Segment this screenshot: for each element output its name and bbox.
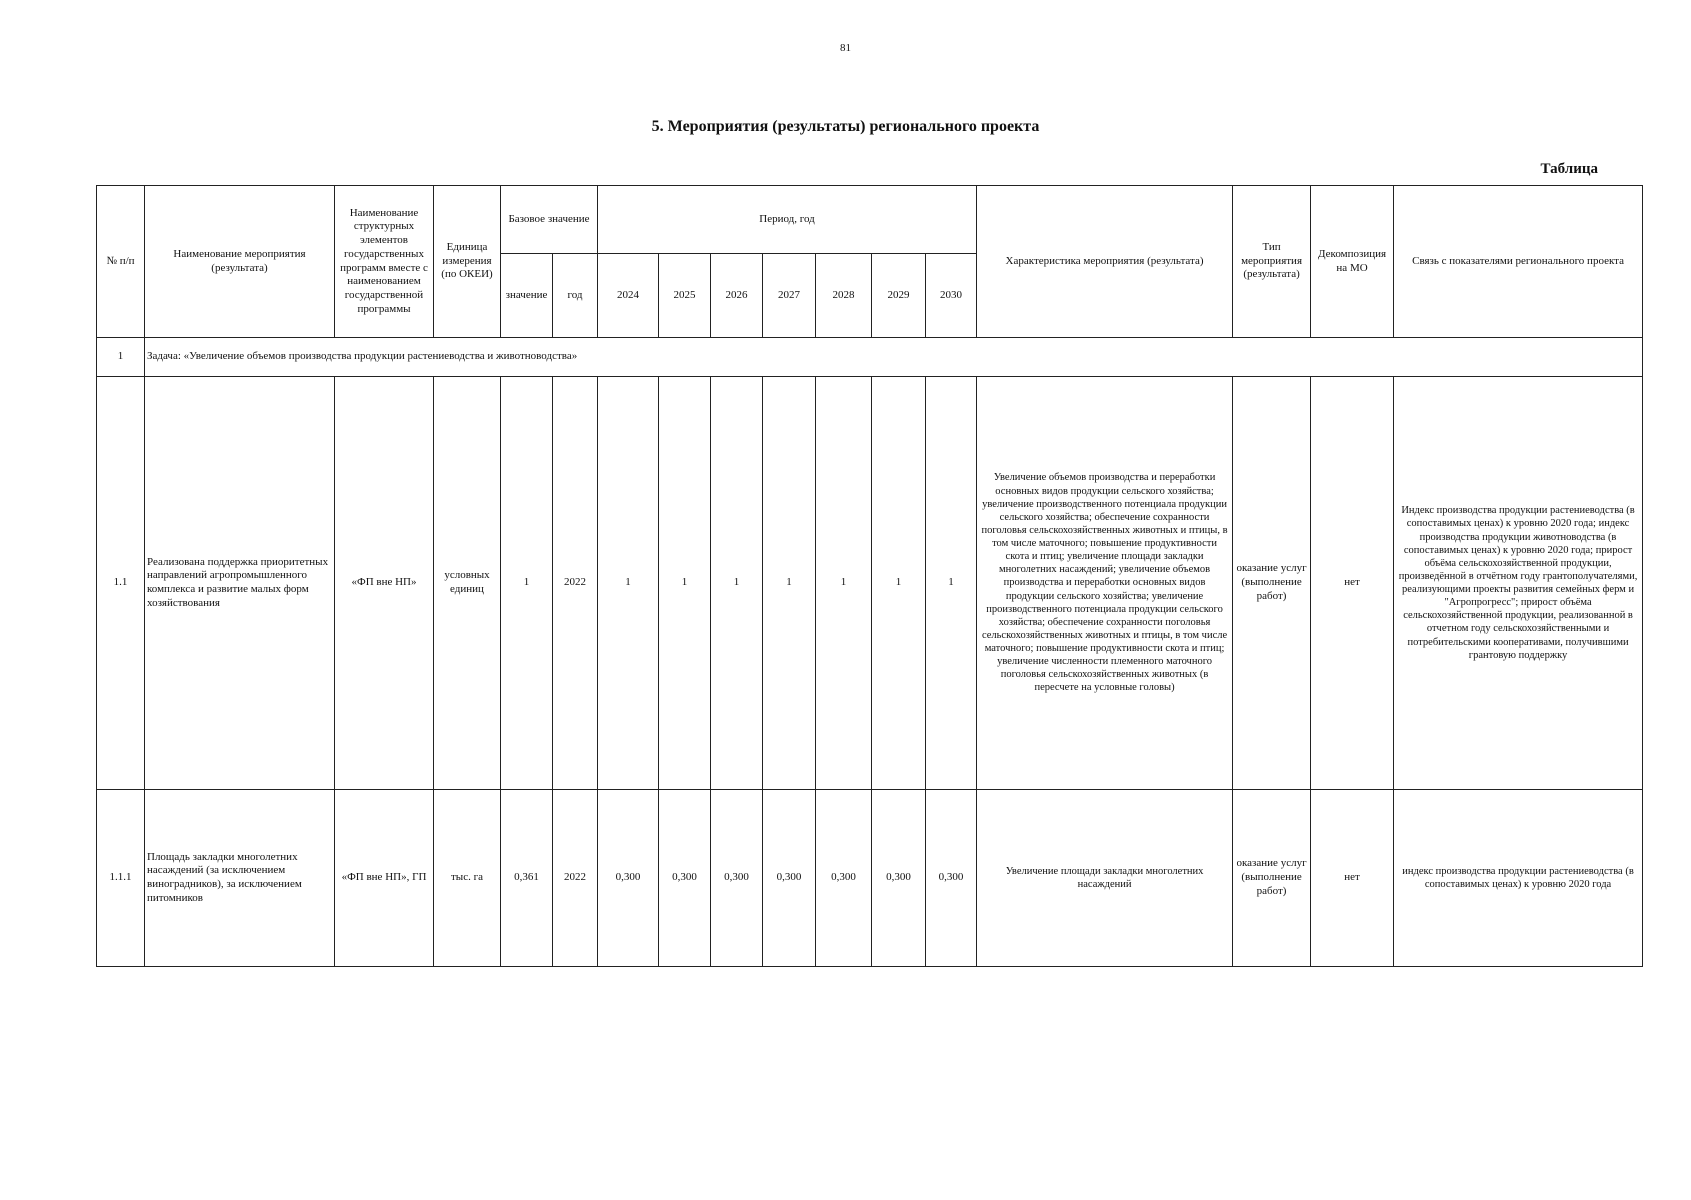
task-row xyxy=(97,338,1643,377)
row-base-value: 0,361 xyxy=(501,790,553,967)
row-name: Реализована поддержка приоритетных направлений агропромышленного комплекса и развитие малых форм хозяйствования xyxy=(145,377,335,790)
row-value-2026: 0,300 xyxy=(711,790,763,967)
header-year-2025: 2025 xyxy=(659,254,711,338)
row-value-2030: 1 xyxy=(926,377,977,790)
row-value-2028: 1 xyxy=(816,377,872,790)
row-base-value: 1 xyxy=(501,377,553,790)
row-value-2027: 1 xyxy=(763,377,816,790)
header-year-2024: 2024 xyxy=(598,254,659,338)
row-structural: «ФП вне НП», ГП xyxy=(335,790,434,967)
row-value-2025: 1 xyxy=(659,377,711,790)
results-table xyxy=(96,185,1643,967)
row-decomposition: нет xyxy=(1311,377,1394,790)
row-base-year: 2022 xyxy=(553,377,598,790)
row-value-2029: 0,300 xyxy=(872,790,926,967)
header-year-2030: 2030 xyxy=(926,254,977,338)
header-year-2027: 2027 xyxy=(763,254,816,338)
row-type: оказание услуг (выполнение работ) xyxy=(1233,790,1311,967)
header-link: Связь с показателями регионального проекта xyxy=(1394,186,1643,338)
row-value-2025: 0,300 xyxy=(659,790,711,967)
task-num: 1 xyxy=(97,338,145,377)
row-unit: тыс. га xyxy=(434,790,501,967)
row-value-2024: 1 xyxy=(598,377,659,790)
header-unit: Единица измерения (по ОКЕИ) xyxy=(434,186,501,338)
row-base-year: 2022 xyxy=(553,790,598,967)
header-base: Базовое значение xyxy=(501,186,598,254)
row-decomposition: нет xyxy=(1311,790,1394,967)
task-text: Задача: «Увеличение объемов производства продукции растениеводства и животноводства» xyxy=(145,338,1643,377)
header-name: Наименование мероприятия (результата) xyxy=(145,186,335,338)
row-characteristic: Увеличение площади закладки многолетних насаждений xyxy=(977,790,1233,967)
row-link: Индекс производства продукции растениеводства (в сопоставимых ценах) к уровню 2020 года; индекс производства продукции животноводства (в сопоставимых ценах) к уровню 2020 года; прирост объёма сельскохозяйственной продукции, произведённой в отчётном году грантополучателями, реализующими проекты развития семейных ферм и "Агропрогресс"; прирост объёма сельскохозяйственной продукции, реализованной в отчетном году сельскохозяйственными и потребительскими кооперативами, получившими грантовую поддержку xyxy=(1394,377,1643,790)
row-num: 1.1 xyxy=(97,377,145,790)
row-name: Площадь закладки многолетних насаждений (за исключением виноградников), за исключением питомников xyxy=(145,790,335,967)
row-structural: «ФП вне НП» xyxy=(335,377,434,790)
table-row xyxy=(97,377,1643,790)
header-base-year: год xyxy=(553,254,598,338)
row-type: оказание услуг (выполнение работ) xyxy=(1233,377,1311,790)
header-num: № п/п xyxy=(97,186,145,338)
table-label: Таблица xyxy=(1540,161,1598,177)
row-characteristic: Увеличение объемов производства и переработки основных видов продукции сельского хозяйства; увеличение производственного потенциала продукции сельского хозяйства; обеспечение сохранности поголовья сельскохозяйственных животных и птицы, в том числе маточного; повышение продуктивности скота и птиц; увеличение площади закладки многолетних насаждений; увеличение объемов производства и переработки основных видов продукции сельского хозяйства; увеличение производственного потенциала продукции сельского хозяйства; обеспечение сохранности поголовья сельскохозяйственных животных и птицы, в том числе маточного; повышение продуктивности скота и птиц; увеличение численности племенного маточного поголовья сельскохозяйственных животных (в пересчете на условные головы) xyxy=(977,377,1233,790)
header-characteristic: Характеристика мероприятия (результата) xyxy=(977,186,1233,338)
header-base-value: значение xyxy=(501,254,553,338)
header-decomposition: Декомпозиция на МО xyxy=(1311,186,1394,338)
row-value-2024: 0,300 xyxy=(598,790,659,967)
header-year-2029: 2029 xyxy=(872,254,926,338)
row-value-2030: 0,300 xyxy=(926,790,977,967)
row-value-2026: 1 xyxy=(711,377,763,790)
row-unit: условных единиц xyxy=(434,377,501,790)
header-type: Тип мероприятия (результата) xyxy=(1233,186,1311,338)
header-year-2028: 2028 xyxy=(816,254,872,338)
section-title: 5. Мероприятия (результаты) регионального проекта xyxy=(651,118,1040,135)
table-row xyxy=(97,790,1643,967)
row-value-2028: 0,300 xyxy=(816,790,872,967)
row-value-2029: 1 xyxy=(872,377,926,790)
header-year-2026: 2026 xyxy=(711,254,763,338)
header-period: Период, год xyxy=(598,186,977,254)
row-num: 1.1.1 xyxy=(97,790,145,967)
row-value-2027: 0,300 xyxy=(763,790,816,967)
header-structural: Наименование структурных элементов государственных программ вместе с наименованием государственной программы xyxy=(335,186,434,338)
row-link: индекс производства продукции растениеводства (в сопоставимых ценах) к уровню 2020 года xyxy=(1394,790,1643,967)
page-number: 81 xyxy=(840,42,851,54)
